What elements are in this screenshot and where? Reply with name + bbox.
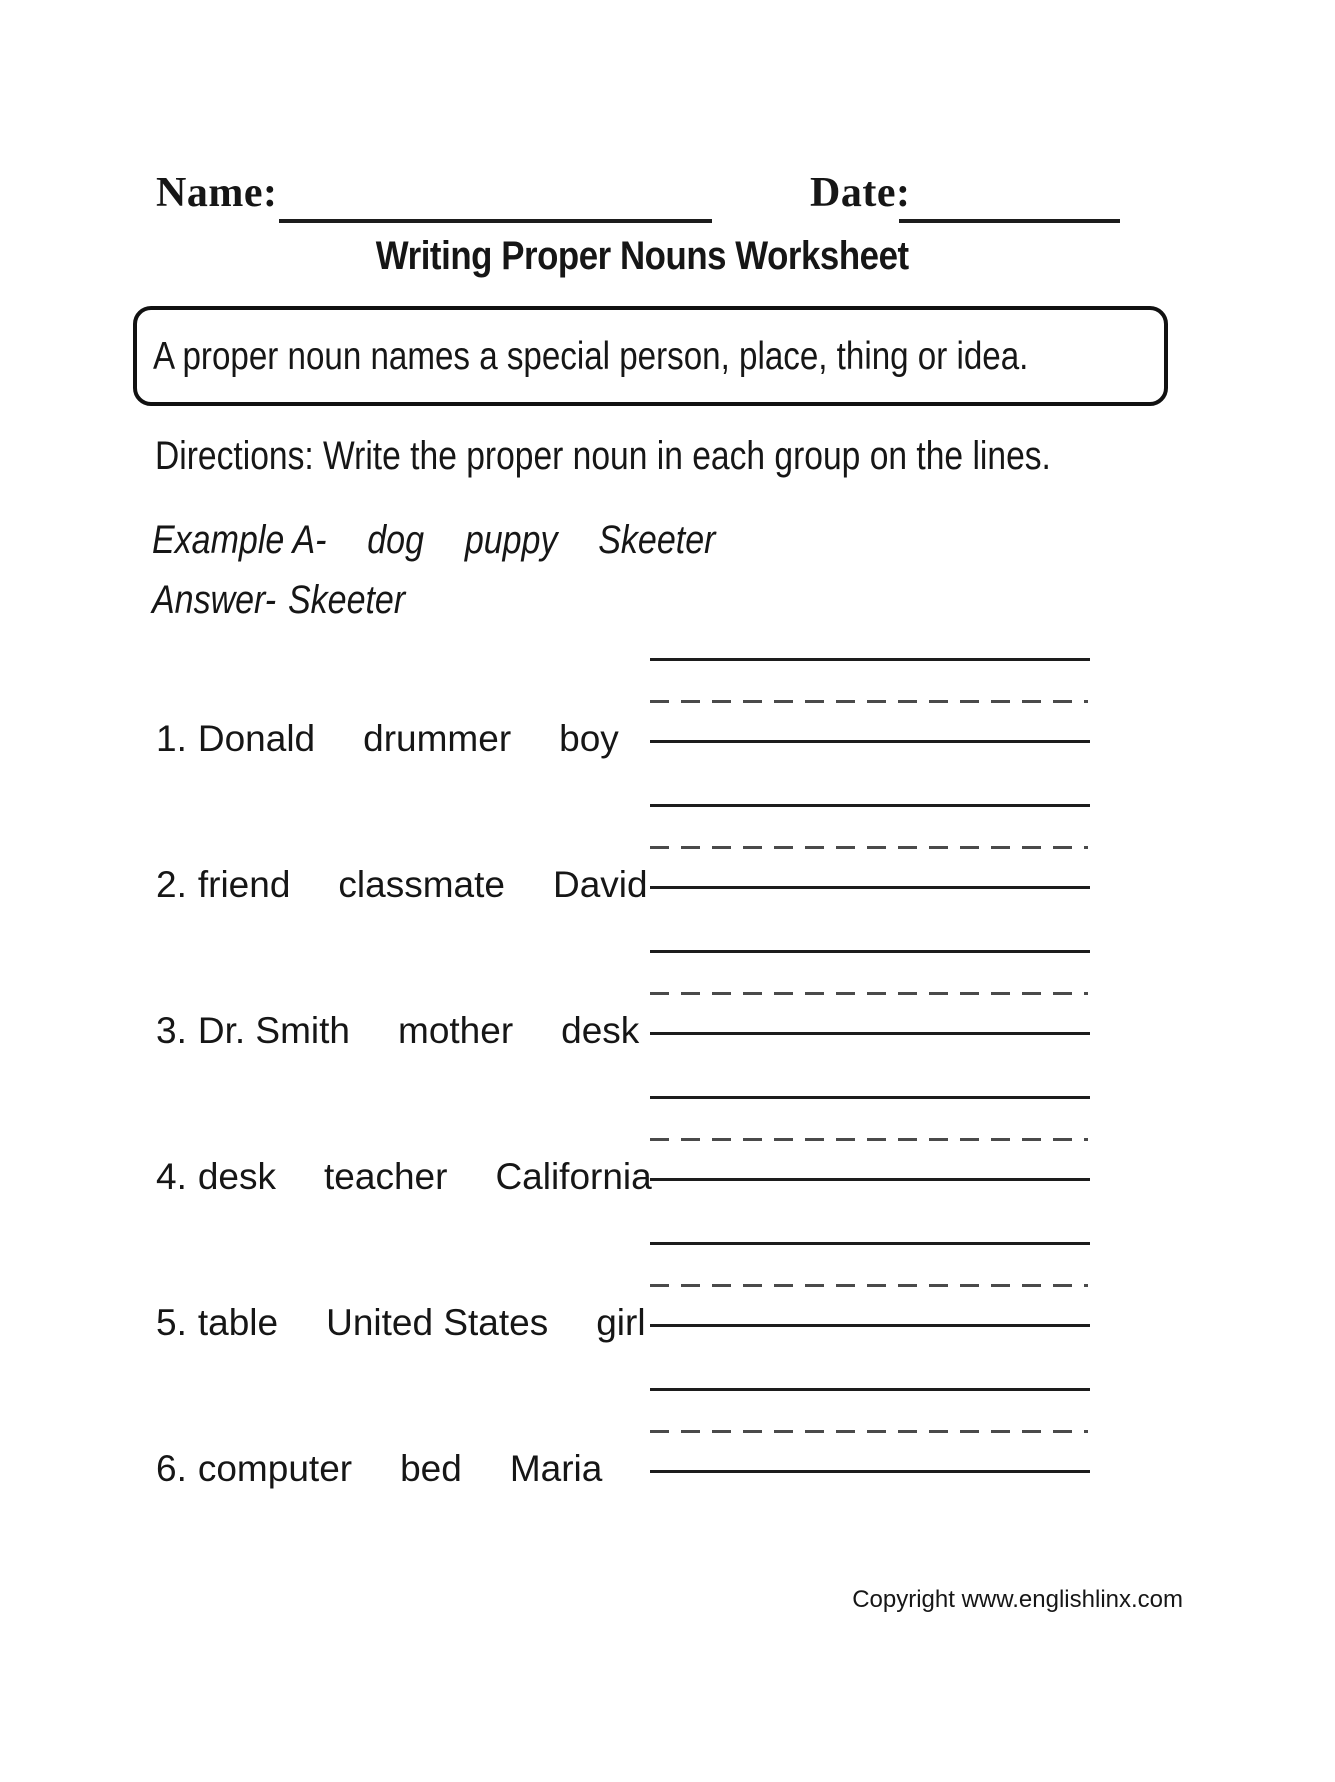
page-title [100,236,1184,276]
answer-label: Answer- [152,578,277,622]
item-word: friend [197,864,291,905]
worksheet-item [0,658,1335,804]
example-answer-row [152,578,405,622]
item-word: teacher [324,1156,448,1197]
date-input-line[interactable] [899,219,1120,223]
item-word: mother [398,1010,514,1051]
item-word: United States [326,1302,549,1343]
answer-line-bottom[interactable] [650,1470,1090,1473]
answer-line-top[interactable] [650,1096,1090,1099]
item-word: California [495,1156,652,1197]
item-word: desk [197,1156,277,1197]
worksheet-item [0,804,1335,950]
item-word: desk [561,1010,640,1051]
name-input-line[interactable] [279,219,712,223]
answer-line-top[interactable] [650,804,1090,807]
answer-line-bottom[interactable] [650,1324,1090,1327]
item-word: Maria [509,1448,603,1489]
worksheet-item [0,1388,1335,1534]
item-word: Dr. Smith [197,1010,350,1051]
item-words [156,864,648,905]
item-word: computer [197,1448,353,1489]
item-word: classmate [338,864,505,905]
definition-box [133,306,1168,406]
item-number: 2. [156,864,187,905]
example-word: puppy [464,518,558,562]
page-title-text: Writing Proper Nouns Worksheet [375,234,909,278]
item-words [156,1448,603,1489]
answer-line-top[interactable] [650,1388,1090,1391]
item-words [156,1302,646,1343]
item-number: 4. [156,1156,187,1197]
example-word: Skeeter [598,518,716,562]
answer-line-bottom[interactable] [650,1032,1090,1035]
item-word: drummer [363,718,512,759]
item-words [156,1010,640,1051]
answer-line-dashed-guide [650,1284,1088,1287]
worksheet-item [0,1096,1335,1242]
item-number: 3. [156,1010,187,1051]
answer-line-dashed-guide [650,1138,1088,1141]
date-label: Date: [810,170,911,216]
item-number: 5. [156,1302,187,1343]
item-word: Donald [197,718,316,759]
item-word: boy [559,718,619,759]
example-row [152,518,715,562]
answer-line-top[interactable] [650,950,1090,953]
item-word: girl [596,1302,646,1343]
answer-line-bottom[interactable] [650,886,1090,889]
answer-value: Skeeter [287,578,406,622]
item-words [156,718,619,759]
item-words [156,1156,652,1197]
example-word: dog [367,518,425,562]
definition-text: A proper noun names a special person, place, thing or idea. [153,334,1029,378]
item-number: 6. [156,1448,187,1489]
item-word: bed [400,1448,462,1489]
answer-line-top[interactable] [650,1242,1090,1245]
answer-line-dashed-guide [650,1430,1088,1433]
directions-text: Directions: Write the proper noun in each group on the lines. [155,434,1051,478]
worksheet-item [0,1242,1335,1388]
item-number: 1. [156,718,187,759]
answer-line-dashed-guide [650,700,1088,703]
answer-line-bottom[interactable] [650,740,1090,743]
name-label: Name: [156,170,278,216]
answer-line-bottom[interactable] [650,1178,1090,1181]
example-prefix: Example A- [152,518,327,562]
answer-line-top[interactable] [650,658,1090,661]
item-word: table [197,1302,279,1343]
worksheet-item [0,950,1335,1096]
answer-line-dashed-guide [650,846,1088,849]
item-word: David [552,864,648,905]
answer-line-dashed-guide [650,992,1088,995]
copyright-text: Copyright www.englishlinx.com [852,1586,1183,1613]
